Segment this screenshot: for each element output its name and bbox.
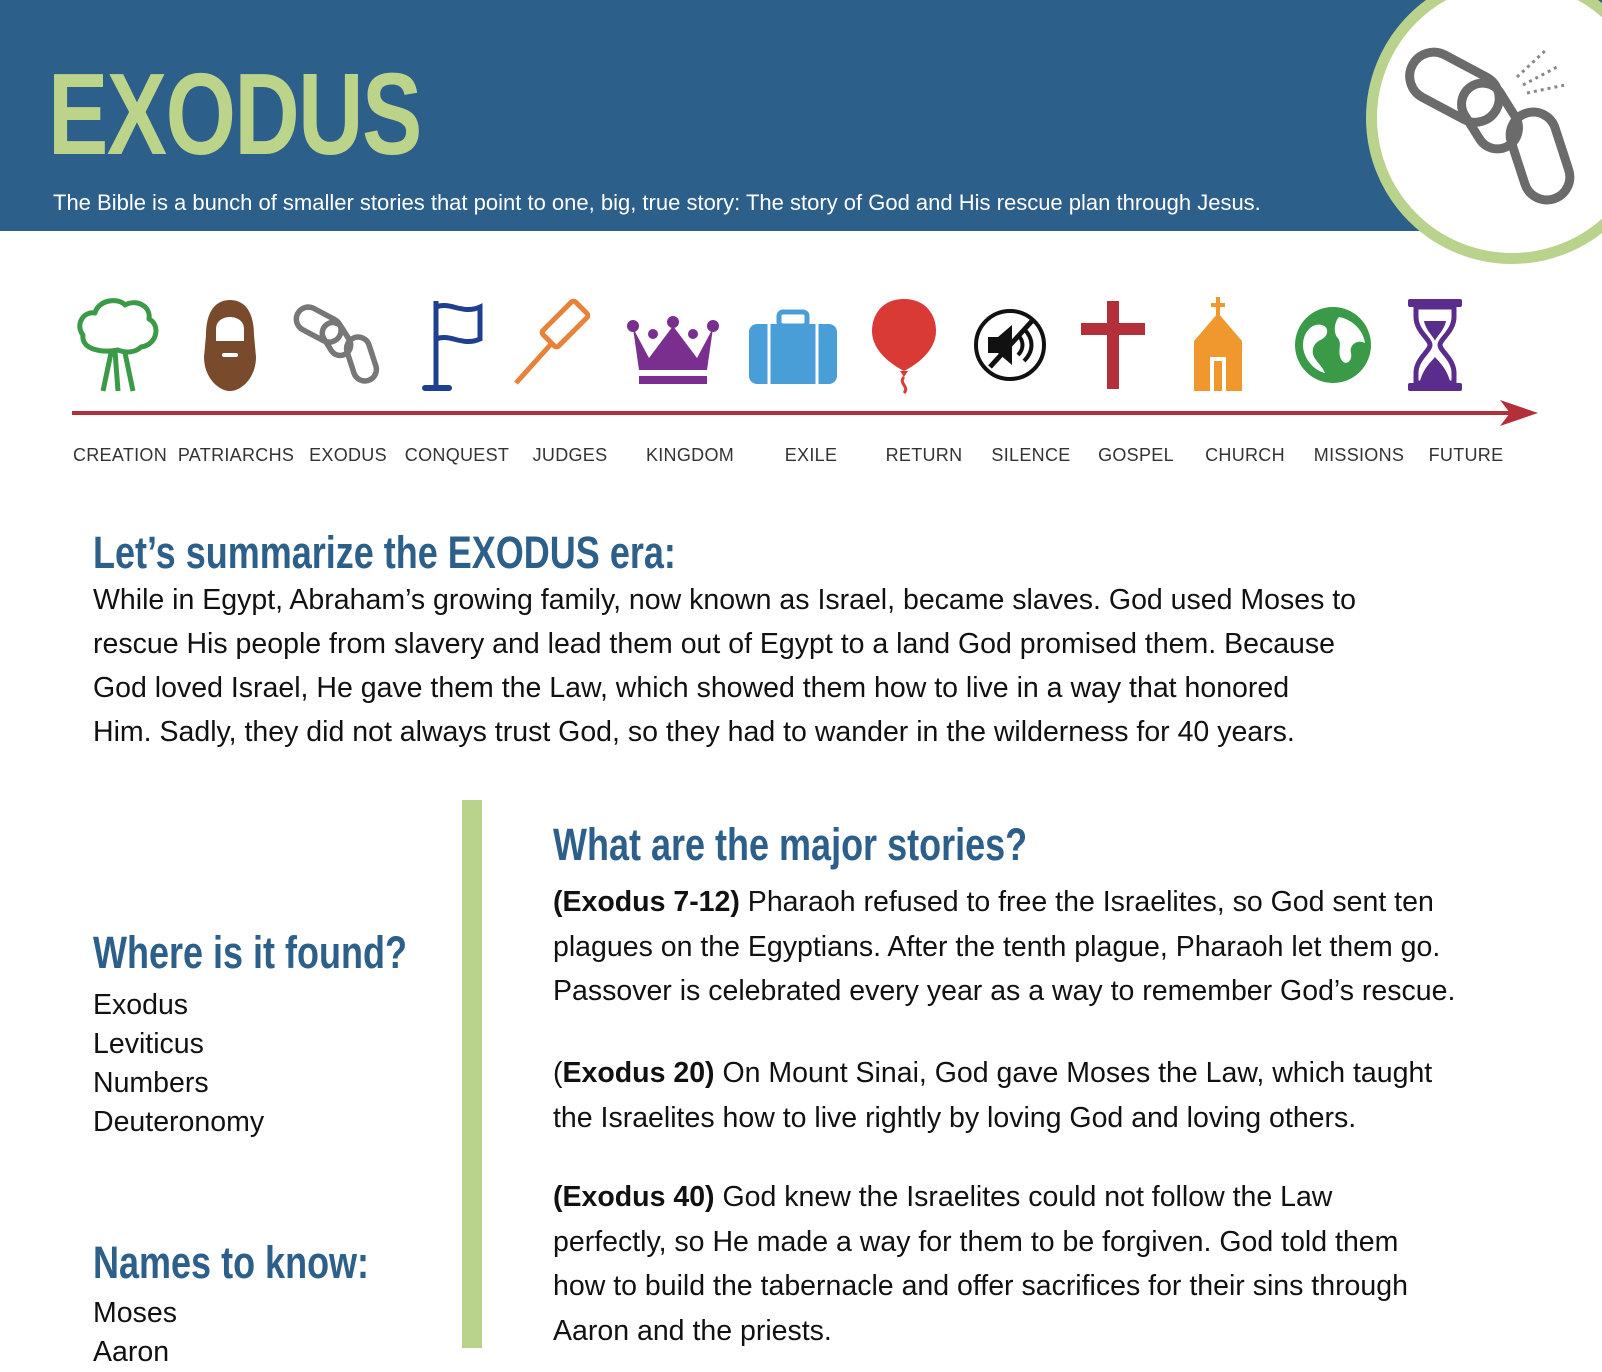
era-label-exodus: EXODUS [309,445,387,465]
story-item [553,1051,1563,1140]
church-icon [1168,290,1268,400]
muted-speaker-icon [960,290,1060,400]
era-timeline [60,290,1560,480]
stories-heading: What are the major stories? [553,819,1028,870]
era-label-creation: CREATION [72,445,168,465]
gavel-icon [508,290,608,400]
era-label-return: RETURN [885,445,963,465]
names-heading: Names to know: [93,1237,370,1288]
story-line: God knew the Israelites could not follow the Law [714,1181,1333,1213]
story-line: Pharaoh refused to free the Israelites, so God sent ten [739,886,1434,918]
era-label-exile: EXILE [784,445,838,465]
story-line: plagues on the Egyptians. After the tenth plague, Pharaoh let them go. [553,930,1441,963]
suitcase-icon [743,290,843,400]
cross-icon [1063,290,1163,400]
list-item: Numbers [93,1067,209,1099]
bearded-face-icon [180,290,280,400]
summary-line: rescue His people from slavery and lead them out of Egypt to a land God promised them. Because [93,628,1336,660]
era-label-kingdom: KINGDOM [645,445,735,465]
story-reference: (Exodus 7-12) [553,886,740,918]
list-item: Deuteronomy [93,1106,265,1138]
story-line: perfectly, so He made a way for them to be forgiven. God told them [553,1225,1399,1258]
era-label-future: FUTURE [1428,445,1504,465]
era-label-church: CHURCH [1205,445,1285,465]
summary-line: God loved Israel, He gave them the Law, which showed them how to live in a way that honored [93,672,1290,704]
page-subtitle: The Bible is a bunch of smaller stories that point to one, big, true story: The story of God and His rescue plan through Jesus. [53,190,1261,215]
list-item: Aaron [93,1336,170,1368]
era-label-conquest: CONQUEST [404,445,510,465]
list-item: Exodus [93,989,189,1021]
tree-icon [68,290,168,400]
list-item: Moses [93,1297,177,1329]
list-item: Leviticus [93,1028,204,1060]
story-reference: Exodus 20) [562,1057,715,1089]
era-label-judges: JUDGES [532,445,608,465]
summary-heading: Let’s summarize the EXODUS era: [93,527,676,578]
story-item [553,1175,1563,1353]
broken-chain-icon [290,290,390,400]
crown-icon [623,290,723,400]
summary-line: Him. Sadly, they did not always trust God, so they had to wander in the wilderness for 40 years. [93,716,1295,748]
timeline-arrow [72,398,1542,428]
header-banner [0,0,1602,231]
found-heading: Where is it found? [93,927,407,978]
names-list [93,1294,177,1372]
story-line: the Israelites how to live rightly by loving God and loving others. [553,1101,1357,1134]
hourglass-icon [1385,290,1485,400]
book-list [93,986,264,1142]
flag-icon [400,290,500,400]
story-item [553,880,1563,1014]
summary-text [93,578,1573,754]
story-reference: (Exodus 40) [553,1181,715,1213]
era-label-gospel: GOSPEL [1098,445,1174,465]
balloon-icon [854,290,954,400]
story-line: On Mount Sinai, God gave Moses the Law, which taught [714,1057,1433,1089]
page-title: EXODUS [48,49,421,179]
story-line: Aaron and the priests. [553,1314,832,1347]
era-label-missions: MISSIONS [1313,445,1405,465]
summary-line: While in Egypt, Abraham’s growing family, now known as Israel, became slaves. God used Moses to [93,584,1357,616]
story-prefix: ( [553,1057,563,1089]
era-label-silence: SILENCE [991,445,1071,465]
column-divider [462,800,482,1348]
story-line: Passover is celebrated every year as a way to remember God’s rescue. [553,975,1456,1007]
globe-icon [1283,290,1383,400]
era-label-patriarchs: PATRIARCHS [177,445,295,465]
broken-chain-icon [1397,33,1597,223]
story-line: how to build the tabernacle and offer sacrifices for their sins through [553,1270,1408,1302]
